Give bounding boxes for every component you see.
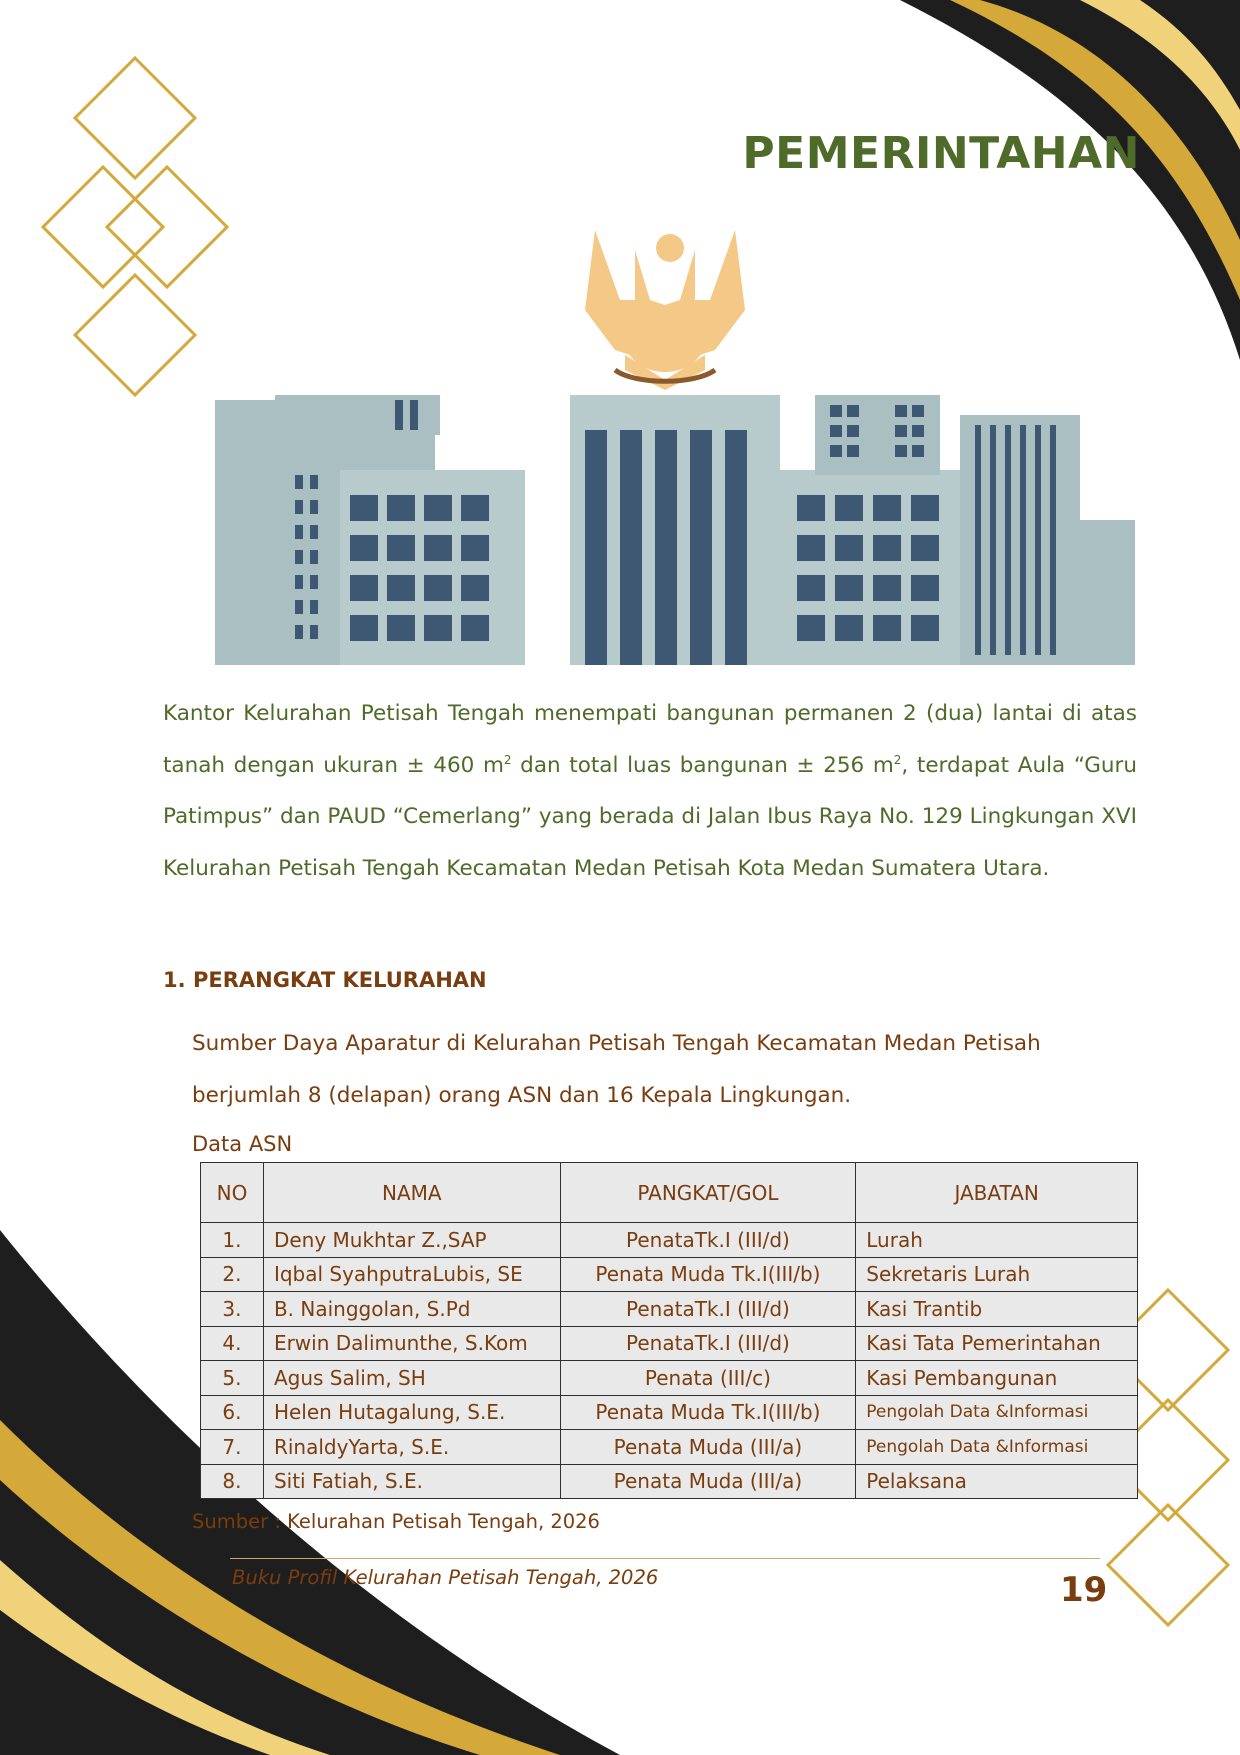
cell-nama: Deny Mukhtar Z.,SAP bbox=[263, 1223, 560, 1258]
asn-table bbox=[200, 1162, 1138, 1499]
cell-no: 3. bbox=[201, 1292, 264, 1327]
footer-divider bbox=[230, 1558, 1100, 1559]
cell-jabatan: Pelaksana bbox=[856, 1464, 1138, 1499]
cell-jabatan: Pengolah Data &Informasi bbox=[856, 1395, 1138, 1430]
cell-pangkat: Penata Muda (III/a) bbox=[560, 1430, 856, 1465]
cell-no: 6. bbox=[201, 1395, 264, 1430]
section-number: 1. bbox=[163, 968, 186, 992]
section-paragraph: Sumber Daya Aparatur di Kelurahan Petisah Tengah Kecamatan Medan Petisah berjumlah 8 (delapan) orang ASN dan 16 Kepala Lingkungan. bbox=[192, 1031, 1041, 1108]
cell-nama: Agus Salim, SH bbox=[263, 1361, 560, 1396]
cell-jabatan: Kasi Trantib bbox=[856, 1292, 1138, 1327]
cell-pangkat: PenataTk.I (III/d) bbox=[560, 1223, 856, 1258]
cell-no: 8. bbox=[201, 1464, 264, 1499]
header-nama: NAMA bbox=[263, 1163, 560, 1223]
table-caption: Data ASN bbox=[192, 1132, 293, 1156]
table-row bbox=[201, 1395, 1138, 1430]
cell-no: 2. bbox=[201, 1257, 264, 1292]
cell-nama: Iqbal SyahputraLubis, SE bbox=[263, 1257, 560, 1292]
table-row bbox=[201, 1361, 1138, 1396]
cell-jabatan: Pengolah Data &Informasi bbox=[856, 1430, 1138, 1465]
cell-nama: Siti Fatiah, S.E. bbox=[263, 1464, 560, 1499]
cell-no: 1. bbox=[201, 1223, 264, 1258]
header-jabatan: JABATAN bbox=[856, 1163, 1138, 1223]
cell-jabatan: Kasi Tata Pemerintahan bbox=[856, 1326, 1138, 1361]
cell-no: 7. bbox=[201, 1430, 264, 1465]
cell-jabatan: Sekretaris Lurah bbox=[856, 1257, 1138, 1292]
cell-pangkat: Penata Muda Tk.I(III/b) bbox=[560, 1257, 856, 1292]
table-source: Sumber : Kelurahan Petisah Tengah, 2026 bbox=[192, 1510, 600, 1533]
cell-jabatan: Lurah bbox=[856, 1223, 1138, 1258]
page-title: PEMERINTAHAN bbox=[742, 128, 1140, 179]
table-row bbox=[201, 1430, 1138, 1465]
government-building-illustration bbox=[215, 220, 1135, 665]
cell-nama: B. Nainggolan, S.Pd bbox=[263, 1292, 560, 1327]
top-left-diamonds bbox=[43, 58, 227, 395]
cell-no: 4. bbox=[201, 1326, 264, 1361]
table-row bbox=[201, 1464, 1138, 1499]
table-row bbox=[201, 1257, 1138, 1292]
header-no: NO bbox=[201, 1163, 264, 1223]
cell-nama: Helen Hutagalung, S.E. bbox=[263, 1395, 560, 1430]
intro-paragraph: Kantor Kelurahan Petisah Tengah menempati bangunan permanen 2 (dua) lantai di atas tanah dengan ukuran ± 460 $m^2$ dan total luas bangunan ± 256 $m^2$, terdapat Aula “Guru Patimpus” dan PAUD “Cemerlang” yang berada di Jalan Ibus Raya No. 129 Lingkungan XVI Kelurahan Petisah Tengah Kecamatan Medan Petisah Kota Medan Sumatera Utara. bbox=[163, 701, 1137, 881]
cell-nama: Erwin Dalimunthe, S.Kom bbox=[263, 1326, 560, 1361]
cell-pangkat: Penata Muda (III/a) bbox=[560, 1464, 856, 1499]
header-pangkat: PANGKAT/GOL bbox=[560, 1163, 856, 1223]
footer-text: Buku Profil Kelurahan Petisah Tengah, 2026 bbox=[232, 1566, 659, 1589]
table-row bbox=[201, 1326, 1138, 1361]
cell-pangkat: Penata (III/c) bbox=[560, 1361, 856, 1396]
cell-nama: RinaldyYarta, S.E. bbox=[263, 1430, 560, 1465]
cell-jabatan: Kasi Pembangunan bbox=[856, 1361, 1138, 1396]
table-header-row bbox=[201, 1163, 1138, 1223]
garuda-emblem-icon bbox=[585, 230, 745, 390]
page-number: 19 bbox=[1060, 1570, 1108, 1610]
table-row bbox=[201, 1223, 1138, 1258]
section-heading-text: PERANGKAT KELURAHAN bbox=[193, 968, 487, 992]
table-row bbox=[201, 1292, 1138, 1327]
cell-pangkat: PenataTk.I (III/d) bbox=[560, 1326, 856, 1361]
section-heading bbox=[163, 968, 487, 992]
cell-pangkat: Penata Muda Tk.I(III/b) bbox=[560, 1395, 856, 1430]
cell-pangkat: PenataTk.I (III/d) bbox=[560, 1292, 856, 1327]
cell-no: 5. bbox=[201, 1361, 264, 1396]
